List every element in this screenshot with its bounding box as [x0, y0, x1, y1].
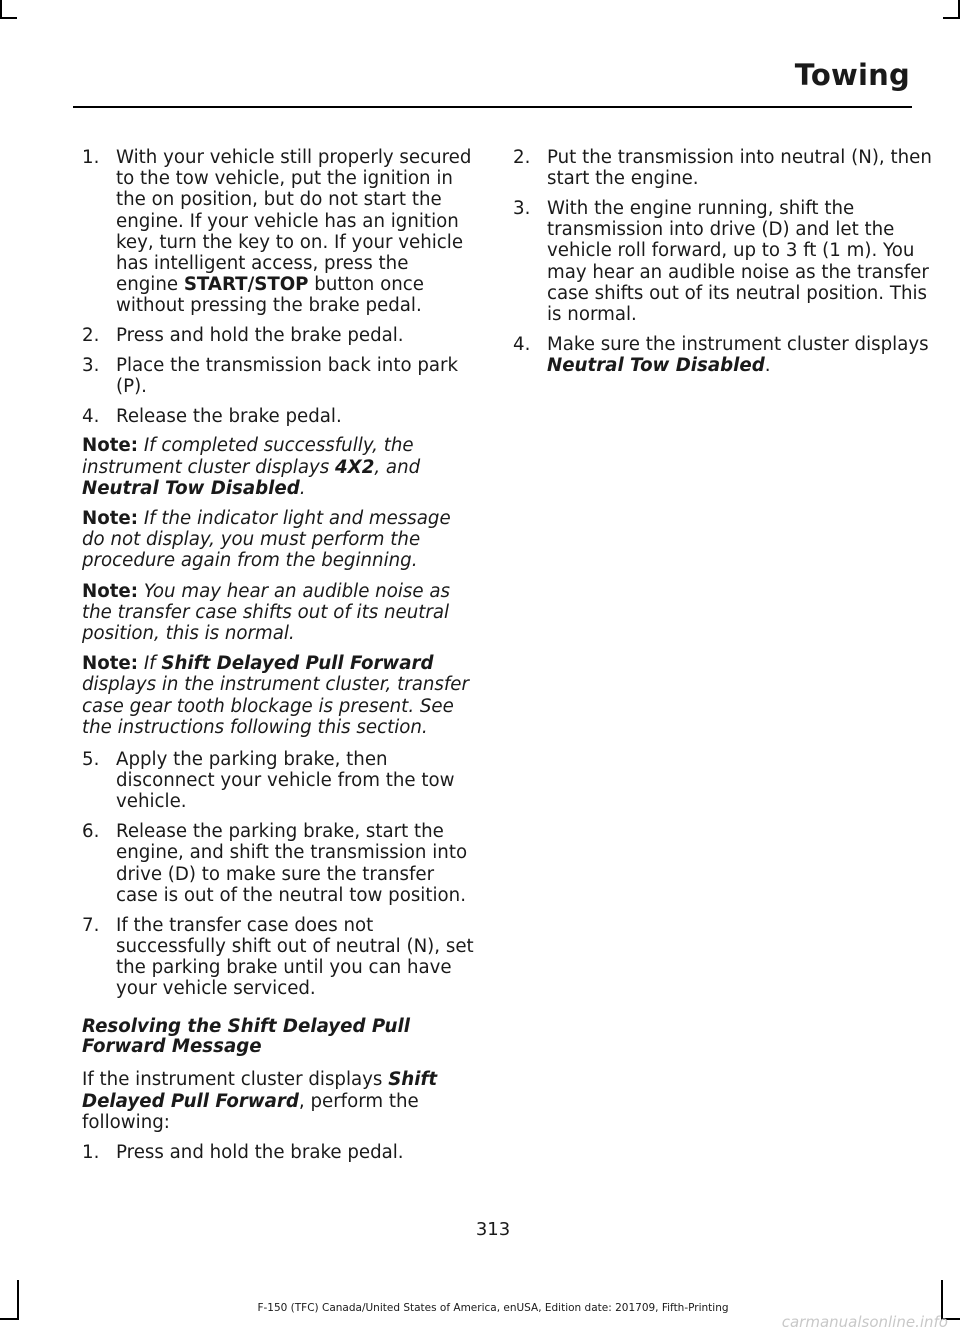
list-text: With the engine running, shift the transmission into drive (D) and let the vehicle roll forward, up to 3 ft (1 m). You may hear an audible noise as the transfer case shifts out of its neutral position. This is normal.: [547, 197, 929, 325]
note-text: .: [299, 477, 306, 499]
note-text: displays in the instrument cluster, transfer case gear tooth blockage is present. See the instructions following this section.: [82, 674, 469, 738]
paragraph-text: If the instrument cluster displays: [82, 1069, 389, 1091]
list-item: [82, 1142, 474, 1163]
list-number: 2.: [82, 325, 100, 347]
list-item: [82, 355, 474, 397]
note-label: Note:: [82, 653, 139, 675]
note-label: Note:: [82, 508, 139, 530]
list-number: 5.: [82, 749, 100, 771]
note-text: If the indicator light and message do not display, you must perform the procedure again from the beginning.: [82, 508, 451, 572]
note: [82, 508, 474, 572]
list-item: [82, 325, 474, 346]
list-number: 1.: [82, 147, 100, 168]
list-text: Place the transmission back into park (P).: [116, 354, 459, 398]
note-text: , and: [374, 456, 421, 478]
page-number: 313: [475, 1219, 511, 1240]
note: [82, 653, 474, 738]
list-number: 6.: [82, 821, 100, 843]
paragraph: [82, 1069, 474, 1133]
list-number: 4.: [513, 333, 531, 355]
note-label: Note:: [82, 435, 139, 457]
list-text: If the transfer case does not successfully shift out of neutral (N), set the parking brake until you can have your vehicle serviced.: [116, 914, 474, 1000]
list-text: button once without pressing the brake pedal.: [116, 274, 424, 317]
crop-mark: [0, 1318, 17, 1320]
list-item: [513, 147, 933, 189]
paragraph-text: , perform the following:: [82, 1090, 419, 1133]
list-number: 4.: [82, 405, 100, 427]
note-label: Note:: [82, 580, 139, 602]
list-number: 3.: [82, 354, 100, 376]
header-divider: [73, 106, 912, 108]
note-text: If: [138, 653, 162, 675]
crop-mark: [943, 17, 960, 19]
list-number: 2.: [513, 147, 531, 168]
note-text: If completed successfully, the instrument cluster displays: [82, 435, 414, 478]
list-item: [82, 915, 474, 1000]
list-item: [82, 406, 474, 427]
note-text: You may hear an audible noise as the transfer case shifts out of its neutral position, this is normal.: [82, 580, 450, 645]
crop-mark: [17, 1280, 19, 1320]
crop-mark: [0, 17, 17, 19]
list-text: Press and hold the brake pedal.: [116, 325, 404, 347]
right-column: [513, 147, 933, 385]
list-text: Release the brake pedal.: [116, 405, 342, 427]
list-text: With your vehicle still properly secured to the tow vehicle, put the ignition in the on position, but do not start the engine. If your vehicle has an ignition key, turn the key to on. If your vehicle has intelligent access, press the engine: [116, 147, 472, 296]
list-number: 1.: [82, 1141, 100, 1163]
crop-mark: [0, 0, 2, 17]
list-text: Put the transmission into neutral (N), then start the engine.: [547, 147, 932, 190]
start-stop-label: START/STOP: [183, 274, 309, 296]
left-column: [82, 147, 474, 1172]
paragraph-emphasis: Shift Delayed Pull Forward: [82, 1069, 438, 1112]
page-title: Towing: [794, 58, 910, 92]
list-item: [82, 821, 474, 906]
note-emphasis: Shift Delayed Pull Forward: [161, 653, 434, 675]
note: [82, 581, 474, 645]
list-text: .: [764, 354, 771, 376]
list-item: [82, 147, 474, 317]
list-text: Press and hold the brake pedal.: [116, 1141, 404, 1163]
list-text: Release the parking brake, start the engine, and shift the transmission into drive (D) to make sure the transfer case is out of the neutral tow position.: [116, 821, 468, 906]
watermark: carmanualsonline.info: [781, 1313, 948, 1331]
list-number: 3.: [513, 197, 531, 219]
note: [82, 435, 474, 499]
list-text: Make sure the instrument cluster displays: [547, 333, 929, 355]
list-item: [513, 198, 933, 325]
note-emphasis: Neutral Tow Disabled: [82, 477, 300, 499]
list-text: Apply the parking brake, then disconnect your vehicle from the tow vehicle.: [116, 749, 455, 813]
list-emphasis: Neutral Tow Disabled: [547, 354, 765, 376]
footer-edition-text: F-150 (TFC) Canada/United States of America, enUSA, Edition date: 201709, Fifth-Printing: [257, 1302, 729, 1314]
list-item: [513, 334, 933, 376]
list-item: [82, 749, 474, 813]
list-number: 7.: [82, 914, 100, 936]
note-emphasis: 4X2: [335, 456, 375, 478]
section-subheading: Resolving the Shift Delayed Pull Forward Message: [82, 1016, 410, 1058]
